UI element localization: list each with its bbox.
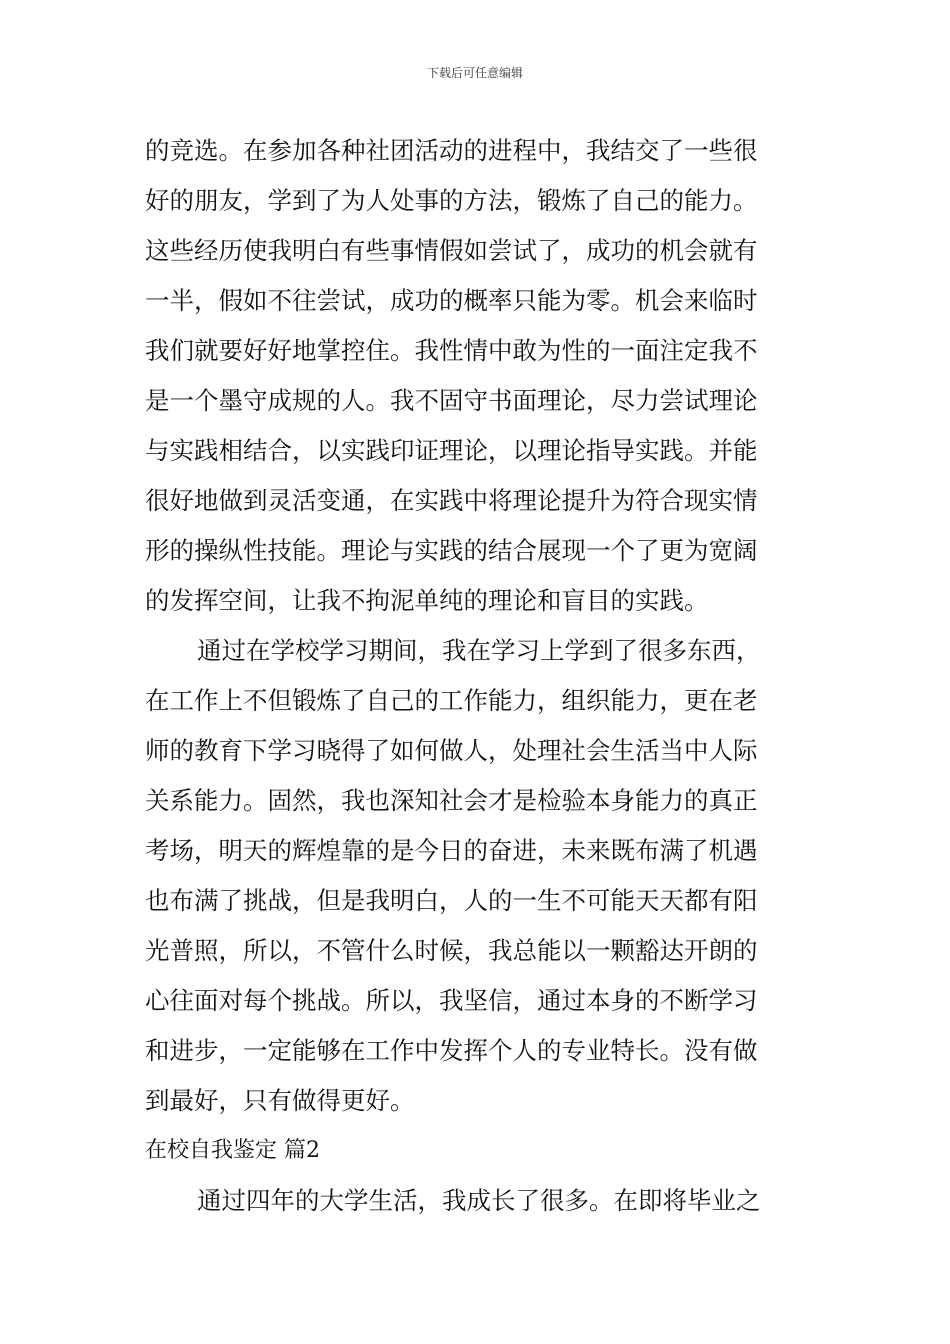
text-line: 我们就要好好地掌控住。我性情中敢为性的一面注定我不 xyxy=(145,336,758,365)
text-line: 这些经历使我明白有些事情假如尝试了，成功的机会就有 xyxy=(145,236,758,265)
paragraph-first-line: 通过四年的大学生活，我成长了很多。在即将毕业之 xyxy=(197,1186,761,1215)
text-line: 到最好，只有做得更好。 xyxy=(145,1086,415,1115)
text-line: 一半，假如不往尝试，成功的概率只能为零。机会来临时 xyxy=(145,286,758,315)
text-line: 是一个墨守成规的人。我不固守书面理论，尽力尝试理论 xyxy=(145,386,758,415)
text-line: 的发挥空间，让我不拘泥单纯的理论和盲目的实践。 xyxy=(145,586,709,615)
text-line: 的竞选。在参加各种社团活动的进程中，我结交了一些很 xyxy=(145,136,758,165)
text-line: 光普照，所以，不管什么时候，我总能以一颗豁达开朗的 xyxy=(145,936,758,965)
text-line: 关系能力。固然，我也深知社会才是检验本身能力的真正 xyxy=(145,786,758,815)
text-line: 师的教育下学习晓得了如何做人，处理社会生活当中人际 xyxy=(145,736,758,765)
section-heading: 在校自我鉴定 篇2 xyxy=(145,1138,320,1163)
text-line: 形的操纵性技能。理论与实践的结合展现一个了更为宽阔 xyxy=(145,536,758,565)
text-line: 好的朋友，学到了为人处事的方法，锻炼了自己的能力。 xyxy=(145,186,758,215)
paragraph-first-line: 通过在学校学习期间，我在学习上学到了很多东西， xyxy=(197,636,761,665)
document-body xyxy=(145,126,810,1226)
text-line: 也布满了挑战，但是我明白，人的一生不可能天天都有阳 xyxy=(145,886,758,915)
text-line: 在工作上不但锻炼了自己的工作能力，组织能力，更在老 xyxy=(145,686,758,715)
text-line: 很好地做到灵活变通，在实践中将理论提升为符合现实情 xyxy=(145,486,758,515)
page-header: 下载后可任意编辑 xyxy=(426,66,523,80)
text-line: 考场，明天的辉煌靠的是今日的奋进，未来既布满了机遇 xyxy=(145,836,758,865)
text-line: 与实践相结合，以实践印证理论，以理论指导实践。并能 xyxy=(145,436,758,465)
text-line: 心往面对每个挑战。所以，我坚信，通过本身的不断学习 xyxy=(145,986,758,1015)
text-line: 和进步，一定能够在工作中发挥个人的专业特长。没有做 xyxy=(145,1036,758,1065)
